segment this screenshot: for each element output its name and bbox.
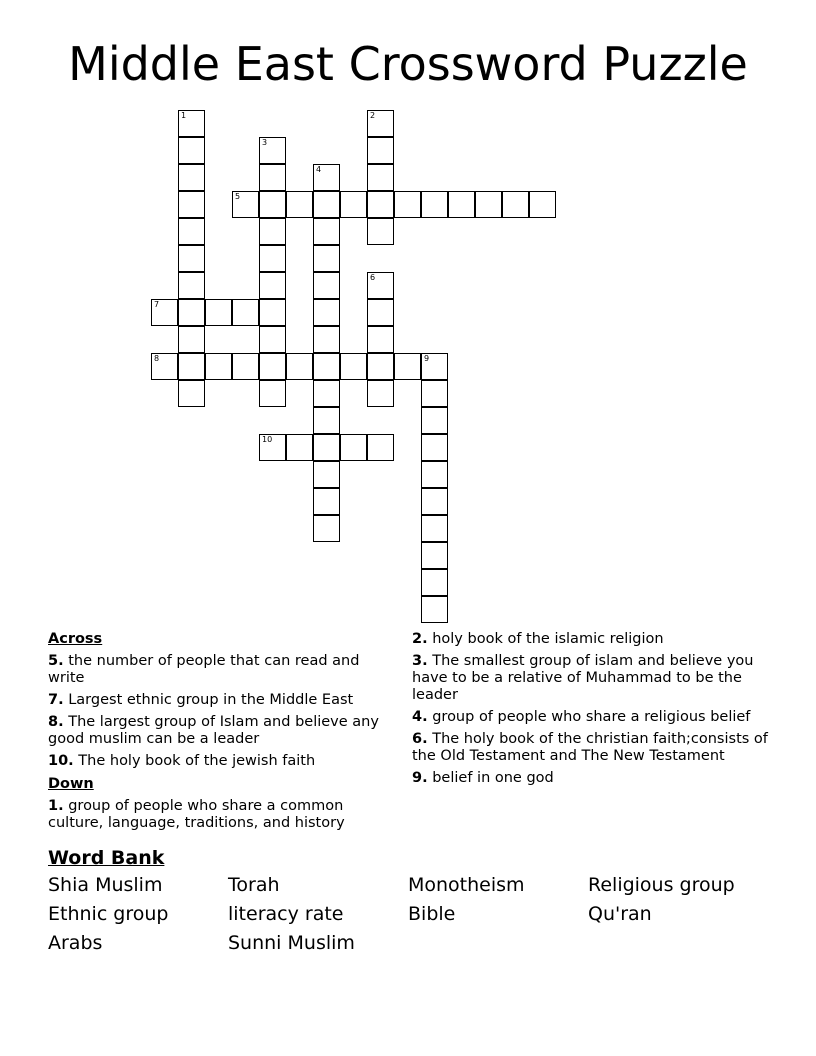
clue-text: the number of people that can read and write: [48, 653, 360, 686]
grid-cell[interactable]: [259, 353, 286, 380]
word-bank-item: literacy rate: [228, 903, 344, 925]
clue-number-label: 4.: [412, 709, 428, 725]
grid-cell[interactable]: [232, 353, 259, 380]
grid-cell[interactable]: [178, 218, 205, 245]
grid-cell[interactable]: [151, 299, 178, 326]
down-clue: [412, 631, 782, 648]
grid-cell[interactable]: [313, 488, 340, 515]
word-bank-item: Ethnic group: [48, 903, 169, 925]
grid-cell[interactable]: [205, 353, 232, 380]
clue-number-label: 5.: [48, 653, 64, 669]
across-clue: [48, 753, 398, 770]
clue-number: 4: [316, 165, 322, 174]
grid-cell[interactable]: [313, 245, 340, 272]
grid-cell[interactable]: [178, 353, 205, 380]
word-bank-title: Word Bank: [48, 847, 165, 869]
grid-cell[interactable]: [313, 407, 340, 434]
word-bank-item: Bible: [408, 903, 456, 925]
grid-cell[interactable]: [421, 380, 448, 407]
grid-cell[interactable]: [367, 326, 394, 353]
grid-cell[interactable]: [313, 434, 340, 461]
grid-cell[interactable]: [367, 434, 394, 461]
clue-number: 5: [235, 192, 241, 201]
grid-cell[interactable]: [394, 353, 421, 380]
clue-number: 1: [181, 111, 187, 120]
grid-cell[interactable]: [313, 515, 340, 542]
grid-cell[interactable]: [529, 191, 556, 218]
grid-cell[interactable]: [367, 299, 394, 326]
grid-cell[interactable]: [421, 191, 448, 218]
grid-cell[interactable]: [313, 218, 340, 245]
grid-cell[interactable]: [259, 137, 286, 164]
down-clue: [412, 653, 782, 704]
across-heading: Across: [48, 631, 103, 647]
grid-cell[interactable]: [178, 272, 205, 299]
grid-cell[interactable]: [178, 110, 205, 137]
word-bank: [48, 846, 788, 956]
grid-cell[interactable]: [421, 434, 448, 461]
grid-cell[interactable]: [178, 245, 205, 272]
across-clue-list: [48, 653, 398, 770]
word-bank-item: Torah: [228, 874, 280, 896]
clue-number-label: 9.: [412, 770, 428, 786]
word-bank-list: [48, 872, 788, 956]
grid-cell[interactable]: [232, 191, 259, 218]
grid-cell[interactable]: [313, 326, 340, 353]
grid-cell[interactable]: [259, 326, 286, 353]
clues-left-column: [48, 631, 398, 837]
grid-cell[interactable]: [259, 299, 286, 326]
word-bank-item: Shia Muslim: [48, 874, 163, 896]
clue-number: 3: [262, 138, 268, 147]
grid-cell[interactable]: [178, 326, 205, 353]
down-clue-list-right: [412, 631, 782, 787]
clue-number: 7: [154, 300, 160, 309]
grid-cell[interactable]: [340, 434, 367, 461]
clue-number-label: 3.: [412, 653, 428, 669]
grid-cell[interactable]: [259, 434, 286, 461]
across-clue: [48, 692, 398, 709]
clue-text: holy book of the islamic religion: [432, 631, 664, 647]
grid-cell[interactable]: [367, 272, 394, 299]
grid-cell[interactable]: [340, 191, 367, 218]
grid-cell[interactable]: [205, 299, 232, 326]
grid-cell[interactable]: [286, 353, 313, 380]
clue-text: Largest ethnic group in the Middle East: [68, 692, 354, 708]
clue-number-label: 6.: [412, 731, 428, 747]
grid-cell[interactable]: [259, 191, 286, 218]
word-bank-item: Qu'ran: [588, 903, 652, 925]
grid-cell[interactable]: [421, 542, 448, 569]
clue-number-label: 2.: [412, 631, 428, 647]
across-clue: [48, 653, 398, 687]
clue-text: The smallest group of islam and believe you have to be a relative of Muhammad to be the leader: [412, 653, 754, 703]
grid-cell[interactable]: [313, 191, 340, 218]
clue-text: The holy book of the jewish faith: [78, 753, 316, 769]
grid-cell[interactable]: [259, 380, 286, 407]
clue-text: The holy book of the christian faith;consists of the Old Testament and The New Testament: [412, 731, 768, 764]
clue-text: group of people who share a religious belief: [432, 709, 751, 725]
grid-cell[interactable]: [313, 299, 340, 326]
grid-cell[interactable]: [421, 488, 448, 515]
clue-text: The largest group of Islam and believe any good muslim can be a leader: [48, 714, 379, 747]
grid-cell[interactable]: [421, 353, 448, 380]
grid-cell[interactable]: [367, 353, 394, 380]
clues-right-column: [412, 631, 782, 792]
grid-cell[interactable]: [340, 353, 367, 380]
clue-number: 8: [154, 354, 160, 363]
down-clue: [48, 798, 398, 832]
word-bank-item: Monotheism: [408, 874, 525, 896]
word-bank-item: Arabs: [48, 932, 103, 954]
grid-cell[interactable]: [313, 461, 340, 488]
grid-cell[interactable]: [259, 164, 286, 191]
grid-cell[interactable]: [178, 380, 205, 407]
grid-cell[interactable]: [367, 110, 394, 137]
grid-cell[interactable]: [394, 191, 421, 218]
grid-cell[interactable]: [367, 137, 394, 164]
clue-number: 2: [370, 111, 376, 120]
word-bank-item: Sunni Muslim: [228, 932, 355, 954]
word-bank-item: Religious group: [588, 874, 735, 896]
clue-number-label: 8.: [48, 714, 64, 730]
clue-number: 10: [262, 435, 273, 444]
clue-text: group of people who share a common culture, language, traditions, and history: [48, 798, 345, 831]
grid-cell[interactable]: [259, 272, 286, 299]
down-clue-list-left: [48, 798, 398, 832]
grid-cell[interactable]: [313, 272, 340, 299]
grid-cell[interactable]: [421, 407, 448, 434]
grid-cell[interactable]: [151, 353, 178, 380]
grid-cell[interactable]: [421, 461, 448, 488]
grid-cell[interactable]: [178, 191, 205, 218]
grid-cell[interactable]: [421, 596, 448, 623]
down-clue: [412, 770, 782, 787]
grid-cell[interactable]: [367, 164, 394, 191]
grid-cell[interactable]: [421, 515, 448, 542]
grid-cell[interactable]: [367, 191, 394, 218]
grid-cell[interactable]: [448, 191, 475, 218]
grid-cell[interactable]: [313, 164, 340, 191]
grid-cell[interactable]: [502, 191, 529, 218]
grid-cell[interactable]: [232, 299, 259, 326]
grid-cell[interactable]: [286, 191, 313, 218]
clue-number: 6: [370, 273, 376, 282]
grid-cell[interactable]: [178, 137, 205, 164]
grid-cell[interactable]: [259, 245, 286, 272]
clue-number-label: 1.: [48, 798, 64, 814]
grid-cell[interactable]: [259, 218, 286, 245]
grid-cell[interactable]: [313, 353, 340, 380]
grid-cell[interactable]: [178, 299, 205, 326]
down-clue: [412, 731, 782, 765]
down-heading: Down: [48, 776, 94, 792]
grid-cell[interactable]: [367, 218, 394, 245]
grid-cell[interactable]: [367, 380, 394, 407]
clue-number-label: 7.: [48, 692, 64, 708]
grid-cell[interactable]: [286, 434, 313, 461]
grid-cell[interactable]: [421, 569, 448, 596]
clue-text: belief in one god: [432, 770, 554, 786]
grid-cell[interactable]: [475, 191, 502, 218]
clue-number: 9: [424, 354, 430, 363]
puzzle-title: Middle East Crossword Puzzle: [68, 37, 748, 91]
grid-cell[interactable]: [178, 164, 205, 191]
grid-cell[interactable]: [313, 380, 340, 407]
across-clue: [48, 714, 398, 748]
clue-number-label: 10.: [48, 753, 74, 769]
down-clue: [412, 709, 782, 726]
